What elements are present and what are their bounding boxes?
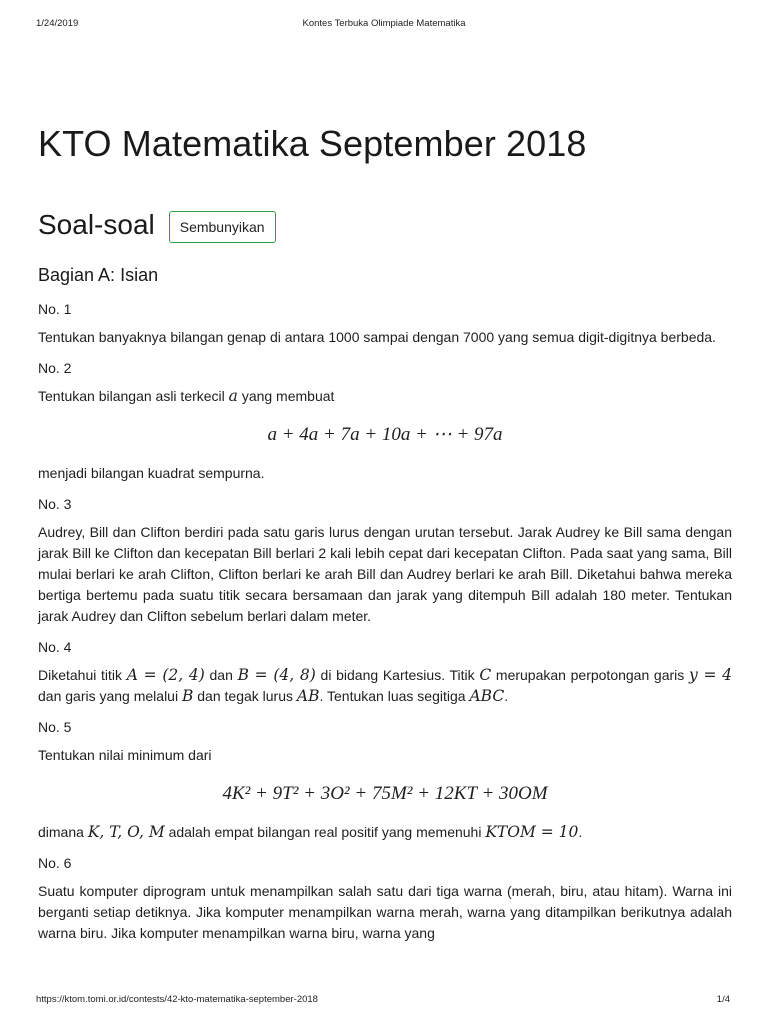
inline-math: K, T, O, M — [87, 823, 165, 841]
problem-number: No. 4 — [38, 639, 72, 655]
part-a-title: Bagian A: Isian — [38, 265, 159, 285]
problem-text-part: . — [504, 688, 509, 704]
inline-math: ABC — [469, 687, 505, 705]
problem-text-part: Diketahui titik — [38, 667, 123, 683]
problem-text-part: dan tegak lurus — [197, 688, 293, 704]
problem-text: Suatu komputer diprogram untuk menampilkan salah satu dari tiga warna (merah, biru, atau hitam). Warna ini berganti setiap detiknya. Jika komputer menampilkan warna merah, warna yang ditampilkan berikutnya adalah warna biru. Jika komputer menampilkan warna biru, warna yang — [38, 883, 732, 941]
print-date: 1/24/2019 — [36, 18, 79, 29]
problem-text — [38, 822, 732, 843]
problem-text — [38, 386, 732, 407]
inline-math: C — [479, 666, 492, 684]
problem-text-part: dan garis yang melalui — [38, 688, 179, 704]
print-page-number: 1/4 — [716, 994, 730, 1005]
section-title: Soal-soal — [38, 209, 155, 240]
problem-text-part: dan — [209, 667, 233, 683]
main-content — [38, 118, 732, 944]
display-math: a + 4a + 7a + 10a + ⋯ + 97a — [267, 424, 503, 445]
problem-number: No. 2 — [38, 360, 72, 376]
inline-math: a — [228, 387, 238, 405]
problem-text-part: di bidang Kartesius. Titik — [320, 667, 475, 683]
problem-text: Tentukan nilai minimum dari — [38, 747, 212, 763]
problem-number: No. 1 — [38, 301, 72, 317]
inline-math: AB — [296, 687, 320, 705]
inline-math: y = 4 — [688, 666, 733, 684]
problem-number: No. 5 — [38, 719, 72, 735]
problem-text-part: . Tentukan luas segitiga — [319, 688, 466, 704]
section-header — [38, 203, 732, 247]
hide-problems-button[interactable]: Sembunyikan — [169, 211, 276, 243]
inline-math: B = (4, 8) — [237, 666, 316, 684]
print-page-title: Kontes Terbuka Olimpiade Matematika — [302, 18, 466, 29]
problem-text-part: Tentukan bilangan asli terkecil — [38, 388, 225, 404]
problem-text — [38, 665, 732, 707]
print-url: https://ktom.tomi.or.id/contests/42-kto-matematika-september-2018 — [36, 994, 318, 1005]
display-math: 4K² + 9T² + 3O² + 75M² + 12KT + 30OM — [222, 783, 548, 804]
problem-text-part: merupakan perpotongan garis — [495, 667, 685, 683]
inline-math: A = (2, 4) — [126, 666, 205, 684]
problem-text: Audrey, Bill dan Clifton berdiri pada satu garis lurus dengan urutan tersebut. Jarak Audrey ke Bill sama dengan jarak Bill ke Clifton dan kecepatan Bill berlari 2 kali lebih cepat dari kecepatan Clifton. Pada saat yang sama, Bill mulai berlari ke arah Clifton, Clifton berlari ke arah Bill dan Audrey berlari ke arah Bill. Diketahui bahwa mereka bertiga bertemu pada suatu titik secara bersamaan dan jarak yang ditempuh Bill adalah 180 meter. Tentukan jarak Audrey dan Clifton sebelum berlari dalam meter. — [38, 524, 732, 624]
problem-text-part: adalah empat bilangan real positif yang memenuhi — [168, 824, 482, 840]
inline-math: B — [181, 687, 194, 705]
problem-text-part: . — [578, 824, 583, 840]
problem-text-part: dimana — [38, 824, 84, 840]
inline-math: KTOM = 10 — [485, 823, 579, 841]
problem-number: No. 3 — [38, 496, 72, 512]
problem-text-part: yang membuat — [241, 388, 335, 404]
problem-text: Tentukan banyaknya bilangan genap di antara 1000 sampai dengan 7000 yang semua digit-digitnya berbeda. — [38, 329, 716, 345]
problem-text: menjadi bilangan kuadrat sempurna. — [38, 465, 265, 481]
page-title: KTO Matematika September 2018 — [38, 123, 587, 164]
problem-number: No. 6 — [38, 855, 72, 871]
